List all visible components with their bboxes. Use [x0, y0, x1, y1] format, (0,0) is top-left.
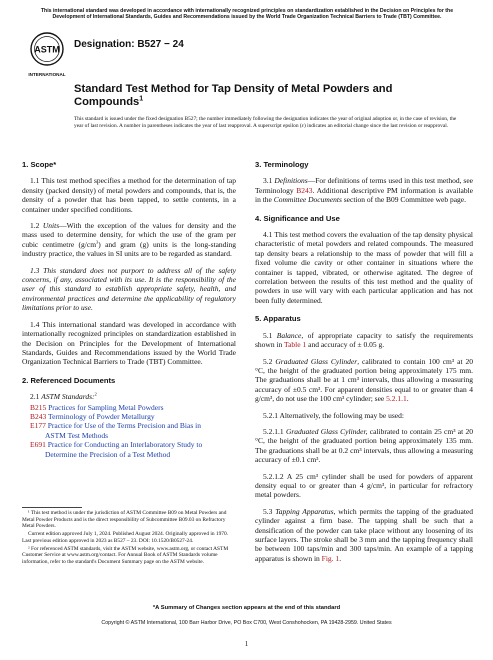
reference-item[interactable]: B243 Terminology of Powder Metallurgy — [30, 411, 155, 421]
footnotes — [22, 510, 236, 567]
document-title — [74, 83, 434, 109]
reference-item[interactable]: B215 Practices for Sampling Metal Powders — [30, 402, 164, 412]
link-5-2-1-1[interactable]: 5.2.1.1 — [386, 394, 407, 404]
paragraph-4-1: 4.1 This test method covers the evaluation of the tap density physical characteristic of metal powders and related compounds. The measured tap density bears a relationship to the mass of powder that will fill a fixed volume die cavity or other container in situations where the container is tapped, vibrated, or otherwise agitated. The degree of correlation between the results of this test method and the quality of powders in use will vary with each particular application and has not been fully determined. — [255, 230, 473, 305]
paragraph-3-1: 3.1 Definitions—For definitions of terms used in this test method, see Terminology B243. Additional descriptive PM information is available in the Committee Documents section of the B09 Committee web page. — [255, 176, 474, 205]
link-fig-1[interactable]: Fig. 1 — [321, 553, 340, 563]
top-notice: This international standard was developed in accordance with internationally recognized principles on standardization established in the Decision on Principles for the Development of International Standards, Guides and Recommendations issued by the World Trade Organization Technical Barriers to Trade (TBT) Committee. — [40, 8, 454, 21]
section-heading-significance: 4. Significance and Use — [255, 213, 340, 223]
paragraph-5-2: 5.2 Graduated Glass Cylinder, calibrated to contain 100 cm³ at 20 °C, the height of the graduated portion being approximately 175 mm. The graduations shall be at 1 cm³ intervals, thus allowing a measuring accuracy of ±0.5 cm³. For apparent densities equal to or greater than 4 g/cm³, do not use the 100 cm³ cylinder; see 5.2.1.1. — [255, 356, 474, 404]
paragraph-1-3: 1.3 This standard does not purport to address all of the safety concerns, if any, associated with its use. It is the responsibility of the user of this standard to establish appropriate safety, health, and environmental practices and determine the applicability of regulatory limitations prior to use. — [22, 265, 236, 313]
paragraph-1-4: 1.4 This international standard was developed in accordance with internationally recognized principles on standardization established in the Decision on Principles for the Development of International Standards, Guides and Recommendations issued by the World Trade Organization Technical Barriers to Trade (TBT) Committee. — [22, 319, 236, 367]
page-number: 1 — [244, 640, 249, 648]
section-heading-scope: 1. Scope* — [22, 160, 57, 169]
left-column — [22, 160, 236, 465]
footnote-1-edition: Current edition approved July 1, 2024. Published August 2024. Originally approved in 1970. Last previous edition approved in 2023 as B527 – 23. DOI: 10.1520/B0527-24. — [22, 531, 229, 544]
paragraph-5-2-1-2: 5.2.1.2 A 25 cm³ cylinder shall be used for powders of apparent density equal to or greater than 4 g/cm³, in particular for refractory metal powders. — [255, 471, 473, 500]
paragraph-1-2: 1.2 Units—With the exception of the values for density and the mass used to determine density, for which the use of the gram per cubic centimetre $(g/cm^3)$ and gram (g) units is the long-standing industry practice, the values in SI units are to be regarded as standard. — [22, 221, 236, 259]
copyright-line: Copyright © ASTM International, 100 Barr Harbor Drive, PO Box C700, West Conshohocken, PA 19428-2959. United States — [101, 620, 392, 626]
section-heading-apparatus: 5. Apparatus — [255, 314, 301, 324]
title-footnote-marker[interactable]: 1 — [139, 95, 144, 103]
link-b243[interactable]: B243 — [296, 185, 313, 195]
svg-text:INTERNATIONAL: INTERNATIONAL — [28, 72, 66, 77]
link-table-1[interactable]: Table 1 — [284, 340, 307, 350]
section-heading-terminology: 3. Terminology — [255, 160, 309, 169]
paragraph-2-1: 2.1 ASTM Standards:$^2$ — [30, 391, 97, 402]
summary-of-changes-note: *A Summary of Changes section appears at the end of this standard — [152, 605, 341, 611]
reference-item[interactable]: E177 Practice for Use of the Terms Precision and Bias in — [30, 421, 201, 431]
reference-item[interactable]: E691 Practice for Conducting an Interlaboratory Study to — [30, 440, 203, 450]
title-text: Standard Test Method for Tap Density of Metal Powders and Compounds — [74, 83, 393, 108]
svg-text:ASTM: ASTM — [34, 44, 60, 55]
reference-list — [22, 403, 236, 459]
designation: Designation: B527 − 24 — [74, 39, 184, 50]
right-column — [255, 160, 473, 570]
reference-item-continuation[interactable]: Determine the Precision of a Test Method — [45, 449, 171, 459]
footnote-2: ² For referenced ASTM standards, visit the ASTM website, www.astm.org, or contact ASTM Customer Service at www.astm.org/contact. For Annual Book of ASTM Standards volume information, refer to the standard's Document Summary page on the ASTM website. — [22, 545, 229, 565]
issued-note: This standard is issued under the fixed designation B527; the number immediately following the designation indicates the year of original adoption or, in the case of revision, the year of last revision. A number in parentheses indicates the year of last reapproval. A superscript epsilon (ε) indicates an editorial change since the last revision or reapproval. — [74, 116, 457, 129]
paragraph-5-2-1-1: 5.2.1.1 Graduated Glass Cylinder, calibrated to contain 25 cm³ at 20 °C, the height of the graduated portion being approximately 135 mm. The graduations shall be at 0.2 cm³ intervals, thus allowing a measuring accuracy of ±0.1 cm³. — [255, 426, 474, 465]
footnote-1: ¹ This test method is under the jurisdiction of ASTM Committee B09 on Metal Powders and Metal Powder Products and is the direct responsibility of Subcommittee B09.03 on Refractory Metal Powders. — [22, 510, 227, 530]
section-heading-referenced-documents: 2. Referenced Documents — [22, 375, 116, 385]
paragraph-1-1: 1.1 This test method specifies a method for the determination of tap density (packed density) of metal powders and compounds, that is, the density of a powder that has been tapped, to settle contents, in a container under specified conditions. — [22, 176, 236, 214]
paragraph-5-2-1: 5.2.1 Alternatively, the following may be used: — [263, 410, 404, 420]
astm-logo — [28, 30, 66, 82]
reference-item-continuation[interactable]: ASTM Test Methods — [45, 430, 109, 440]
footnote-divider — [22, 507, 82, 508]
paragraph-5-3: 5.3 Tapping Apparatus, which permits the tapping of the graduated cylinder against a firm base. The tapping shall be such that a densification of the powder can take place without any loosening of its surface layers. The stroke shall be 3 mm and the tapping frequency shall be between 100 taps/min and 300 taps/min. An example of a tapping apparatus is shown in Fig. 1. — [255, 506, 474, 563]
paragraph-5-1: 5.1 Balance, of appropriate capacity to satisfy the requirements shown in Table 1 and accuracy of ± 0.05 g. — [255, 330, 474, 350]
